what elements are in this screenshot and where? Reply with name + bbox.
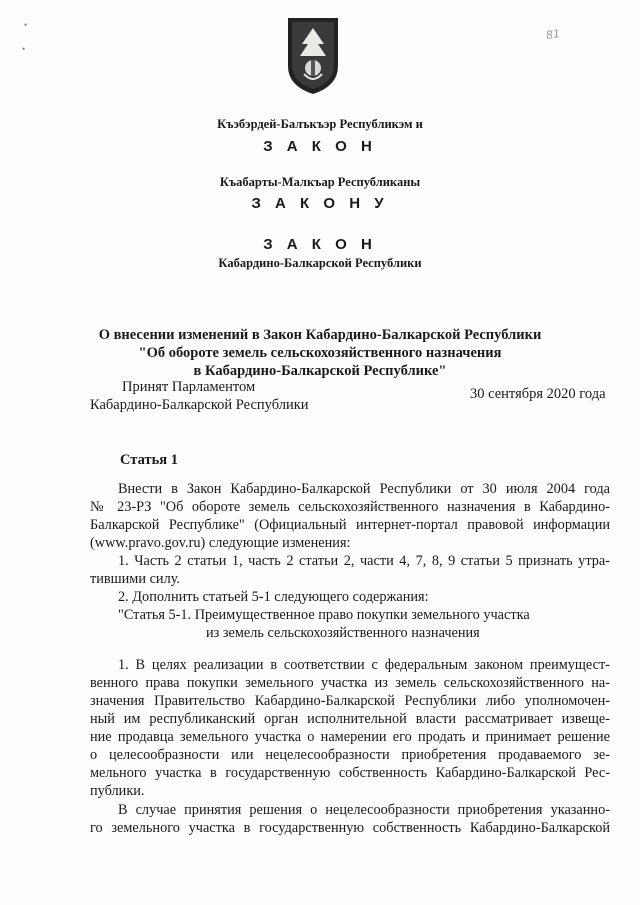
- adoption-date: 30 сентября 2020 года: [470, 386, 606, 402]
- text-line: значения Правительство Кабардино-Балкарской Республики либо уполномочен-: [90, 693, 610, 709]
- kabardian-law-heading: З А К О Н: [263, 138, 377, 155]
- text-line: мельного участка в государственную собственность Кабардино-Балкарской Рес-: [90, 765, 610, 781]
- text-line: В случае принятия решения о нецелесообразности приобретения указанно-: [118, 802, 610, 818]
- new-article-title: "Статья 5-1. Преимущественное право покупки земельного участка: [118, 607, 530, 623]
- paragraph-1: [90, 480, 610, 642]
- kabardian-republic-name: Къэбэрдей-Балъкъэр Республикэм и: [217, 117, 423, 131]
- paragraph-2: [90, 656, 610, 800]
- text-line: ние продавца земельного участка о намерении его продать и принимает решение: [90, 729, 610, 745]
- text-line: Внести в Закон Кабардино-Балкарской Республики от 30 июля 2004 года: [118, 481, 610, 497]
- law-title-line: в Кабардино-Балкарской Республике": [193, 363, 447, 379]
- law-title: [0, 326, 640, 380]
- russian-republic-name: Кабардино-Балкарской Республики: [218, 256, 422, 270]
- text-line: 1. В целях реализации в соответствии с федеральным законом преимущест-: [118, 657, 610, 673]
- coat-of-arms-emblem: [284, 14, 342, 96]
- text-line: 2. Дополнить статьей 5-1 следующего содержания:: [118, 589, 429, 605]
- text-line: ный им республиканский орган исполнительной власти рассматривает извеще-: [90, 711, 610, 727]
- corner-note: 81: [545, 27, 561, 42]
- scan-mark: •: [24, 20, 28, 30]
- text-line: публики.: [90, 783, 145, 799]
- adoption-info: [90, 378, 309, 414]
- law-title-line: О внесении изменений в Закон Кабардино-Балкарской Республики: [98, 327, 542, 343]
- adopted-by-parliament: Кабардино-Балкарской Республики: [90, 397, 309, 413]
- article-heading: Статья 1: [120, 452, 178, 468]
- text-line: го земельного участка в государственную собственность Кабардино-Балкарской: [90, 820, 610, 836]
- adopted-by-line: Принят Парламентом: [122, 379, 256, 395]
- text-line: 1. Часть 2 статьи 1, часть 2 статьи 2, части 4, 7, 8, 9 статьи 5 признать утра-: [118, 553, 610, 569]
- new-article-title: из земель сельскохозяйственного назначения: [206, 625, 480, 641]
- balkar-republic-name: Къабарты-Малкъар Республиканы: [219, 175, 421, 189]
- balkar-law-heading: З А К О Н У: [251, 195, 389, 212]
- text-line: № 23-РЗ "Об обороте земель сельскохозяйственного назначения в Кабардино-: [90, 499, 610, 515]
- text-line: о целесообразности или нецелесообразности приобретения продаваемого зе-: [90, 747, 610, 763]
- russian-law-heading: З А К О Н: [263, 236, 377, 253]
- law-title-line: "Об обороте земель сельскохозяйственного назначения: [138, 345, 502, 361]
- scan-mark: •: [22, 44, 26, 54]
- text-line: венного права покупки земельного участка из земель сельскохозяйственного на-: [90, 675, 610, 691]
- text-line: (www.pravo.gov.ru) следующие изменения:: [90, 535, 351, 551]
- text-line: тившими силу.: [90, 571, 181, 587]
- text-line: Балкарской Республике" (Официальный интернет-портал правовой информации: [90, 517, 610, 533]
- paragraph-3: [90, 801, 610, 837]
